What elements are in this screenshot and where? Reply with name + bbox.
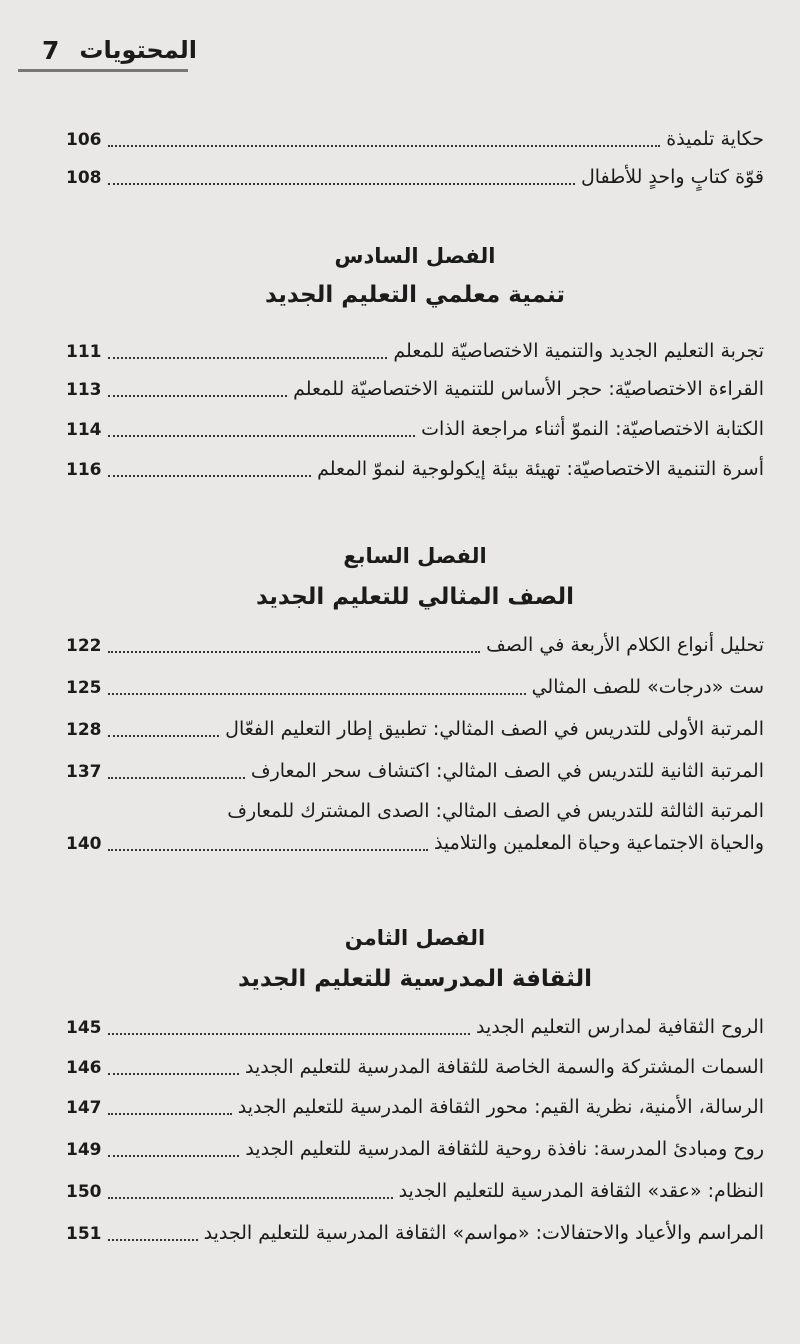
chapter-title: الثقافة المدرسية للتعليم الجديد xyxy=(237,966,593,992)
leader-dots xyxy=(108,733,220,737)
toc-entry-page: 128 xyxy=(66,720,102,740)
leader-dots xyxy=(108,691,526,695)
toc-entry xyxy=(66,718,764,740)
leader-dots xyxy=(108,143,661,147)
toc-entry-page: 137 xyxy=(66,762,102,782)
toc-entry-title: المرتبة الثانية للتدريس في الصف المثالي: اكتشاف سحر المعارف xyxy=(250,760,764,782)
leader-dots xyxy=(108,1153,240,1157)
toc-entry xyxy=(66,378,764,400)
toc-entry-page: 145 xyxy=(66,1018,102,1038)
leader-dots xyxy=(108,473,312,477)
toc-entry-page: 122 xyxy=(66,636,102,656)
toc-entry-title: الرسالة، الأمنية، نظرية القيم: محور الثقافة المدرسية للتعليم الجديد xyxy=(237,1096,764,1118)
toc-entry xyxy=(66,1096,764,1118)
leader-dots xyxy=(108,433,416,437)
toc-entry-title: ست «درجات» للصف المثالي xyxy=(531,676,764,698)
chapter-label: الفصل السادس xyxy=(334,244,496,268)
leader-dots xyxy=(108,775,245,779)
leader-dots xyxy=(108,1237,198,1241)
toc-entry-page: 140 xyxy=(66,834,102,854)
toc-entry-page: 114 xyxy=(66,420,102,440)
toc-entry-page: 146 xyxy=(66,1058,102,1078)
toc-entry xyxy=(66,634,764,656)
chapter-title: تنمية معلمي التعليم الجديد xyxy=(264,282,566,308)
toc-entry xyxy=(66,1180,764,1202)
toc-entry-title: المراسم والأعياد والاحتفالات: «مواسم» الثقافة المدرسية للتعليم الجديد xyxy=(203,1222,764,1244)
leader-dots xyxy=(108,355,388,359)
header-page-number: 7 xyxy=(42,35,60,65)
toc-entry-title: حكاية تلميذة xyxy=(666,128,764,150)
leader-dots xyxy=(108,649,481,653)
leader-dots xyxy=(108,847,428,851)
toc-entry-title: تجربة التعليم الجديد والتنمية الاختصاصيّة للمعلم xyxy=(393,340,764,362)
toc-entry-title: القراءة الاختصاصيّة: حجر الأساس للتنمية الاختصاصيّة للمعلم xyxy=(293,378,764,400)
leader-dots xyxy=(108,1111,232,1115)
toc-entry-title: تحليل أنواع الكلام الأربعة في الصف xyxy=(486,634,764,656)
chapter-label: الفصل الثامن xyxy=(344,926,486,950)
leader-dots xyxy=(108,1031,471,1035)
leader-dots xyxy=(108,181,575,185)
toc-entry-title-cont: والحياة الاجتماعية وحياة المعلمين والتلاميذ xyxy=(433,832,764,854)
toc-entry-title: الكتابة الاختصاصيّة: النموّ أثناء مراجعة الذات xyxy=(421,418,764,440)
header-title: المحتويات xyxy=(79,36,198,64)
toc-entry-page: 116 xyxy=(66,460,102,480)
toc-entry xyxy=(66,1056,764,1078)
toc-entry-title: روح ومبادئ المدرسة: نافذة روحية للثقافة المدرسية للتعليم الجديد xyxy=(245,1138,764,1160)
toc-entry xyxy=(66,128,764,150)
toc-entry xyxy=(66,760,764,782)
toc-entry-page: 108 xyxy=(66,168,102,188)
toc-entry xyxy=(66,1016,764,1038)
toc-entry-page: 147 xyxy=(66,1098,102,1118)
toc-entry-page: 125 xyxy=(66,678,102,698)
toc-entry-title: السمات المشتركة والسمة الخاصة للثقافة المدرسية للتعليم الجديد xyxy=(245,1056,764,1078)
toc-entry-title: الروح الثقافية لمدارس التعليم الجديد xyxy=(476,1016,764,1038)
toc-entry xyxy=(66,1138,764,1160)
toc-entry-page: 151 xyxy=(66,1224,102,1244)
running-header xyxy=(18,30,198,70)
toc-entry-title: أسرة التنمية الاختصاصيّة: تهيئة بيئة إيكولوجية لنموّ المعلم xyxy=(317,458,764,480)
header-rule xyxy=(18,69,188,72)
toc-entry-page: 106 xyxy=(66,130,102,150)
toc-entry-page: 149 xyxy=(66,1140,102,1160)
toc-entry-page: 111 xyxy=(66,342,102,362)
toc-entry xyxy=(66,418,764,440)
toc-entry xyxy=(66,340,764,362)
leader-dots xyxy=(108,1071,240,1075)
toc-entry-title: المرتبة الثالثة للتدريس في الصف المثالي: الصدى المشترك للمعارف xyxy=(227,800,764,822)
toc-entry-title: النظام: «عقد» الثقافة المدرسية للتعليم الجديد xyxy=(398,1180,764,1202)
toc-entry-title: المرتبة الأولى للتدريس في الصف المثالي: تطبيق إطار التعليم الفعّال xyxy=(225,718,764,740)
leader-dots xyxy=(108,1195,393,1199)
toc-entry-page: 113 xyxy=(66,380,102,400)
toc-entry xyxy=(66,800,764,854)
chapter-title: الصف المثالي للتعليم الجديد xyxy=(256,584,574,610)
toc-entry xyxy=(66,1222,764,1244)
toc-entry-page: 150 xyxy=(66,1182,102,1202)
toc-entry-title: قوّة كتابٍ واحدٍ للأطفال xyxy=(580,166,764,188)
toc-entry xyxy=(66,458,764,480)
toc-entry xyxy=(66,676,764,698)
leader-dots xyxy=(108,393,288,397)
chapter-label: الفصل السابع xyxy=(343,544,487,568)
toc-entry xyxy=(66,166,764,188)
